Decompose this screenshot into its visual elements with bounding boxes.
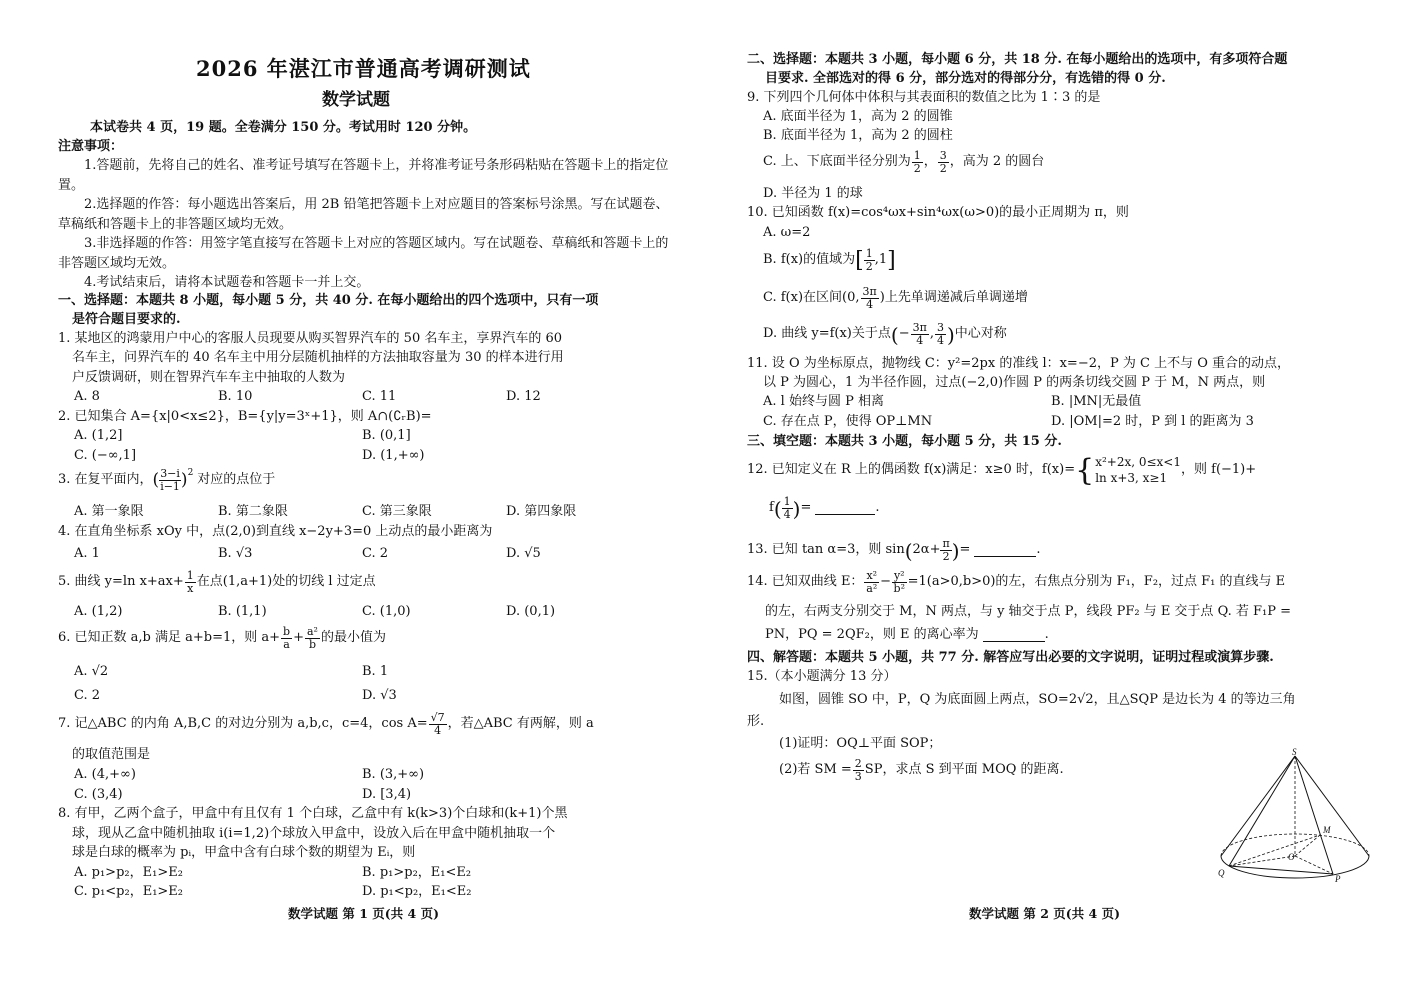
q10-option-c-tail: )上先单调递减后单调递增 xyxy=(879,290,1028,306)
case-1: x²+2x, 0≤x<1 xyxy=(1095,455,1181,469)
fraction-denominator: 4 xyxy=(434,724,442,738)
q15-part-2-tail: SP，求点 S 到平面 MOQ 的距离. xyxy=(864,762,1064,778)
equals: = xyxy=(959,542,971,558)
fraction-denominator: 4 xyxy=(936,334,944,348)
fraction xyxy=(864,248,875,273)
q13-stem xyxy=(747,538,1041,563)
q8-line: 球是白球的概率为 pᵢ，甲盒中含有白球个数的期望为 Eᵢ，则 xyxy=(72,845,416,860)
fraction-numerator: b xyxy=(283,625,291,638)
q8-line: 8. 有甲，乙两个盒子，甲盒中有且仅有 1 个白球，乙盒中有 k(k>3)个白球和(k+1)个黑 xyxy=(58,806,568,821)
notice-2: 2.选择题的作答：每小题选出答案后，用 2B 铅笔把答题卡上对应题目的答案标号涂黑。写在试题卷、草稿纸和答题卡上的非答题区域均无效。 xyxy=(58,197,669,232)
q3-stem xyxy=(58,468,275,493)
q12-func: f xyxy=(769,500,774,516)
q1-line: 户反馈调研，则在智界汽车车主中抽取的人数为 xyxy=(72,370,346,385)
paren-left: ( xyxy=(904,538,913,563)
fraction xyxy=(911,322,929,347)
q5-stem-tail: 在点(1,a+1)处的切线 l 过定点 xyxy=(196,574,376,590)
q6-stem-tail: 的最小值为 xyxy=(320,630,386,646)
section3-heading: 三、填空题：本题共 3 小题，每小题 5 分，共 15 分. xyxy=(747,434,1062,449)
segment-qp xyxy=(1229,866,1333,874)
page-footer: 数学试题 第 2 页(共 4 页) xyxy=(969,906,1120,921)
q3-stem-tail: 对应的点位于 xyxy=(197,472,276,488)
paren-left: ( xyxy=(773,496,782,521)
q15-stem-line: 形. xyxy=(747,714,765,729)
bracket-right: ] xyxy=(887,247,896,273)
fraction-numerator: y² xyxy=(893,569,905,582)
fraction-numerator: 1 xyxy=(913,149,921,162)
q12-line-2 xyxy=(769,496,879,521)
q3-exponent: 2 xyxy=(187,468,194,478)
q3-option-d: D. 第四象限 xyxy=(506,504,577,519)
q5-fraction xyxy=(185,570,196,595)
q11-line: 11. 设 O 为坐标原点，抛物线 C：y²=2px 的准线 l：x=−2，P 为 C 上不与 O 重合的动点， xyxy=(747,356,1291,371)
minus-sign: − xyxy=(898,326,910,342)
q15-heading: 15.（本小题满分 13 分） xyxy=(747,669,897,684)
section4-heading: 四、解答题：本题共 5 小题，共 77 分. 解答应写出必要的文字说明，证明过程或演算步骤. xyxy=(747,650,1274,665)
q10-stem: 10. 已知函数 f(x)=cos⁴ωx+sin⁴ωx(ω>0)的最小正周期为 π，则 xyxy=(747,205,1129,220)
fraction xyxy=(892,570,907,595)
q10-option-b-text: B. f(x)的值域为 xyxy=(763,252,856,268)
fraction-numerator: 3π xyxy=(862,285,877,298)
section2-heading-cont: 目要求. 全部选对的得 6 分，部分选对的得部分分，有选错的得 0 分. xyxy=(765,71,1166,86)
equals: = xyxy=(800,500,812,516)
paren-right: ) xyxy=(792,496,801,521)
q11-option-a: A. l 始终与圆 P 相离 xyxy=(763,394,884,409)
fraction-numerator: a² xyxy=(307,625,318,638)
q10-option-b-tail: ,1 xyxy=(874,252,888,268)
q1-option-d: D. 12 xyxy=(506,389,541,404)
fraction-denominator: 4 xyxy=(916,334,924,348)
notice-1: 1.答题前，先将自己的姓名、准考证号填写在答题卡上，并将准考证号条形码粘贴在答题卡上的指定位置。 xyxy=(58,158,669,193)
fraction-denominator: 2 xyxy=(865,260,873,274)
q10-option-d-tail: 中心对称 xyxy=(954,326,1007,342)
q9-option-b: B. 底面半径为 1，高为 2 的圆柱 xyxy=(763,128,953,143)
fraction-numerator: √7 xyxy=(430,711,445,724)
fraction xyxy=(853,758,864,783)
brace: { xyxy=(1075,452,1095,488)
q3-fraction xyxy=(159,468,181,493)
paren-right: ) xyxy=(946,322,955,347)
q3-paren-right: ) xyxy=(180,469,188,490)
q2-stem: 2. 已知集合 A={x|0<x≤2}，B={y|y=3ˣ+1}，则 A∩(∁ᵣB)= xyxy=(58,409,432,424)
fraction xyxy=(864,570,879,595)
q4-option-d: D. √5 xyxy=(506,546,541,561)
fraction-denominator: 4 xyxy=(783,508,791,522)
q10-option-a: A. ω=2 xyxy=(763,225,811,240)
q3-paren-left: ( xyxy=(152,469,160,490)
q6-stem xyxy=(58,626,386,651)
paren-right: ) xyxy=(951,538,960,563)
q15-stem-line: 如图，圆锥 SO 中，P，Q 为底面圆上两点，SO=2√2，且△SQP 是边长为 4 的等边三角 xyxy=(779,692,1296,707)
q4-option-b: B. √3 xyxy=(218,546,253,561)
section1-heading: 一、选择题：本题共 8 小题，每小题 5 分，共 40 分. 在每小题给出的四个选项中，只有一项 xyxy=(58,293,599,308)
exam-subtitle: 数学试题 xyxy=(322,90,390,110)
fraction xyxy=(935,322,946,347)
q6-plus: + xyxy=(293,630,304,646)
label-o: O xyxy=(1288,852,1295,862)
q8-option-c: C. p₁<p₂，E₁>E₂ xyxy=(74,884,184,899)
q7-option-c: C. (3,4) xyxy=(74,787,123,802)
section2-heading: 二、选择题：本题共 3 小题，每小题 6 分，共 18 分. 在每小题给出的选项中，有多项符合题 xyxy=(747,52,1288,67)
q1-line: 名车主，问界汽车的 40 名车主中用分层随机抽样的方法抽取容量为 30 的样本进行用 xyxy=(72,350,564,365)
fraction-numerator: 1 xyxy=(186,569,194,582)
q1-option-c: C. 11 xyxy=(362,389,397,404)
fraction-denominator: 2 xyxy=(939,162,947,176)
q11-line: 以 P 为圆心，1 为半径作圆，过点(−2,0)作圆 P 的两条切线交圆 P 于 M，N 两点，则 xyxy=(763,375,1266,390)
q7-option-a: A. (4,+∞) xyxy=(74,767,136,782)
q15-part-2 xyxy=(779,758,1064,783)
q8-option-d: D. p₁<p₂，E₁<E₂ xyxy=(362,884,472,899)
q6-fraction-1 xyxy=(281,626,292,651)
q9-option-a: A. 底面半径为 1，高为 2 的圆锥 xyxy=(763,109,953,124)
q13-inner: 2α+ xyxy=(912,542,941,558)
q6-option-a: A. √2 xyxy=(74,664,109,679)
q11-option-d: D. |OM|=2 时，P 到 l 的距离为 3 xyxy=(1051,414,1254,429)
q7-stem-tail: ，若△ABC 有两解，则 a xyxy=(447,716,594,732)
fraction-denominator: 3 xyxy=(854,770,862,784)
q14-line-3 xyxy=(765,627,1049,643)
piecewise-cases xyxy=(1095,455,1181,486)
fraction xyxy=(861,286,879,311)
q15-part-1: (1)证明：OQ⊥平面 SOP； xyxy=(779,736,942,751)
q12-stem xyxy=(747,452,1257,488)
fraction-numerator: 2 xyxy=(854,757,862,770)
fraction-numerator: 1 xyxy=(865,247,873,260)
fraction-numerator: 1 xyxy=(783,495,791,508)
fraction-denominator: 2 xyxy=(913,162,921,176)
q11-option-c: C. 存在点 P，使得 OP⊥MN xyxy=(763,414,933,429)
label-q: Q xyxy=(1218,868,1225,878)
q7-line-2: 的取值范围是 xyxy=(72,747,151,762)
q14-line-2: 的左，右两支分别交于 M，N 两点，与 y 轴交于点 P，线段 PF₂ 与 E 交于点 Q. 若 F₁P = xyxy=(765,604,1291,619)
segment-om xyxy=(1295,835,1320,856)
q1-option-a: A. 8 xyxy=(74,389,100,404)
q9-option-d: D. 半径为 1 的球 xyxy=(763,186,863,201)
q13-stem-text: 13. 已知 tan α=3，则 sin xyxy=(747,542,905,558)
answer-blank[interactable] xyxy=(974,544,1036,557)
page-2 xyxy=(709,0,1418,983)
fraction-denominator: b² xyxy=(893,582,905,596)
q4-option-a: A. 1 xyxy=(74,546,100,561)
q10-option-c-text: C. f(x)在区间(0, xyxy=(763,290,860,306)
q7-stem-text: 7. 记△ABC 的内角 A,B,C 的对边分别为 a,b,c，c=4，cos A= xyxy=(58,716,428,732)
q6-option-b: B. 1 xyxy=(362,664,389,679)
q12-stem-text: 12. 已知定义在 R 上的偶函数 f(x)满足：x≥0 时，f(x)= xyxy=(747,462,1076,478)
q14-stem xyxy=(747,570,1285,595)
answer-blank[interactable] xyxy=(815,502,875,515)
q2-option-d: D. (1,+∞) xyxy=(362,448,425,463)
fraction-denominator: x xyxy=(187,582,194,596)
q14-line-3-text: PN，PQ = 2QF₂，则 E 的离心率为 xyxy=(765,627,979,642)
q4-stem: 4. 在直角坐标系 xOy 中，点(2,0)到直线 x−2y+3=0 上动点的最小距离为 xyxy=(58,524,493,539)
q3-option-c: C. 第三象限 xyxy=(362,504,432,519)
q5-stem-text: 5. 曲线 y=ln x+ax+ xyxy=(58,574,184,590)
fraction-denominator: 2 xyxy=(942,550,950,564)
q2-option-c: C. (−∞,1] xyxy=(74,448,137,463)
notice-3: 3.非选择题的作答：用签字笔直接写在答题卡上对应的答题区域内。写在试题卷、草稿纸和答题卡上的非答题区域均无效。 xyxy=(58,236,669,271)
q1-line: 1. 某地区的鸿蒙用户中心的客服人员现要从购买智界汽车的 50 名车主，享界汽车的 60 xyxy=(58,331,563,346)
q8-line: 球，现从乙盒中随机抽取 i(i=1,2)个球放入甲盒中，设放入后在甲盒中随机抽取一个 xyxy=(72,826,556,841)
q5-option-b: B. (1,1) xyxy=(218,604,267,619)
fraction-denominator: i−1 xyxy=(160,480,180,494)
fraction-numerator: 3π xyxy=(912,321,927,334)
q5-option-a: A. (1,2) xyxy=(74,604,123,619)
q6-option-d: D. √3 xyxy=(362,688,397,703)
segment-sp xyxy=(1295,756,1333,874)
q14-stem-text: 14. 已知双曲线 E： xyxy=(747,574,864,590)
cone-right-edge xyxy=(1295,756,1369,856)
fraction xyxy=(938,150,949,175)
label-s: S xyxy=(1292,748,1297,757)
paren-left: ( xyxy=(890,322,899,347)
q6-fraction-2 xyxy=(305,626,320,651)
segment-sq xyxy=(1229,756,1295,866)
q10-option-c xyxy=(763,286,1028,311)
q3-stem-text: 3. 在复平面内， xyxy=(58,472,153,488)
fraction-numerator: 3 xyxy=(939,149,947,162)
q15-part-2-text: (2)若 SM = xyxy=(779,762,852,778)
q10-option-b xyxy=(763,248,896,273)
q2-option-a: A. (1,2] xyxy=(74,428,123,443)
q9-option-c-text: C. 上、下底面半径分别为 xyxy=(763,154,911,170)
minus-sign: − xyxy=(880,574,891,590)
period: . xyxy=(1036,542,1041,558)
q7-option-d: D. [3,4) xyxy=(362,787,412,802)
case-2: ln x+3, x≥1 xyxy=(1095,470,1168,485)
fraction xyxy=(912,150,923,175)
q6-stem-text: 6. 已知正数 a,b 满足 a+b=1，则 a+ xyxy=(58,630,281,646)
label-p: P xyxy=(1335,874,1341,884)
q6-option-c: C. 2 xyxy=(74,688,101,703)
q9-stem: 9. 下列四个几何体中体积与其表面积的数值之比为 1∶3 的是 xyxy=(747,90,1101,105)
exam-info: 本试卷共 4 页，19 题。全卷满分 150 分。考试用时 120 分钟。 xyxy=(90,120,477,135)
q5-option-c: C. (1,0) xyxy=(362,604,411,619)
label-m: M xyxy=(1323,825,1331,835)
fraction-denominator: a² xyxy=(866,582,878,596)
period: . xyxy=(875,500,880,516)
q2-option-b: B. (0,1] xyxy=(362,428,411,443)
cone-figure xyxy=(1209,748,1379,884)
notice-4: 4.考试结束后，请将本试题卷和答题卡一并上交。 xyxy=(84,275,370,290)
section1-heading-cont: 是符合题目要求的. xyxy=(72,312,181,327)
fraction xyxy=(782,496,793,521)
fraction-numerator: 3 xyxy=(936,321,944,334)
fraction-numerator: π xyxy=(942,537,950,550)
q1-option-b: B. 10 xyxy=(218,389,253,404)
q14-stem-tail: =1(a>0,b>0)的左，右焦点分别为 F₁，F₂，过点 F₁ 的直线与 E xyxy=(907,574,1286,590)
q10-option-d-text: D. 曲线 y=f(x)关于点 xyxy=(763,326,891,342)
q9-option-c-tail: ，高为 2 的圆台 xyxy=(949,154,1045,170)
q9-option-c xyxy=(763,150,1044,175)
bracket-left: [ xyxy=(855,247,864,273)
q11-option-b: B. |MN|无最值 xyxy=(1051,394,1142,409)
q8-option-a: A. p₁>p₂，E₁>E₂ xyxy=(74,865,183,880)
q10-option-d xyxy=(763,322,1007,347)
q8-option-b: B. p₁>p₂，E₁<E₂ xyxy=(362,865,472,880)
period: . xyxy=(1044,627,1049,642)
q7-option-b: B. (3,+∞) xyxy=(362,767,425,782)
fraction-numerator: 3−i xyxy=(160,467,180,480)
comma: , xyxy=(929,326,934,342)
answer-blank[interactable] xyxy=(983,629,1045,642)
q7-fraction xyxy=(429,712,447,737)
exam-title: 2026 年湛江市普通高考调研测试 xyxy=(196,56,531,81)
fraction-numerator: x² xyxy=(866,569,878,582)
segment-oq xyxy=(1229,856,1295,866)
fraction-denominator: b xyxy=(308,638,316,652)
fraction-denominator: a xyxy=(283,638,290,652)
q5-stem xyxy=(58,570,376,595)
q3-option-b: B. 第二象限 xyxy=(218,504,288,519)
q5-option-d: D. (0,1) xyxy=(506,604,556,619)
fraction xyxy=(940,538,951,563)
q7-stem xyxy=(58,712,594,737)
q12-stem-tail: ，则 f(−1)+ xyxy=(1181,462,1257,478)
comma: ， xyxy=(923,154,937,170)
page-footer: 数学试题 第 1 页(共 4 页) xyxy=(288,906,439,921)
q4-option-c: C. 2 xyxy=(362,546,389,561)
notice-heading: 注意事项： xyxy=(58,139,124,154)
cone-left-edge xyxy=(1221,756,1295,856)
fraction-denominator: 4 xyxy=(866,298,874,312)
q3-option-a: A. 第一象限 xyxy=(74,504,144,519)
